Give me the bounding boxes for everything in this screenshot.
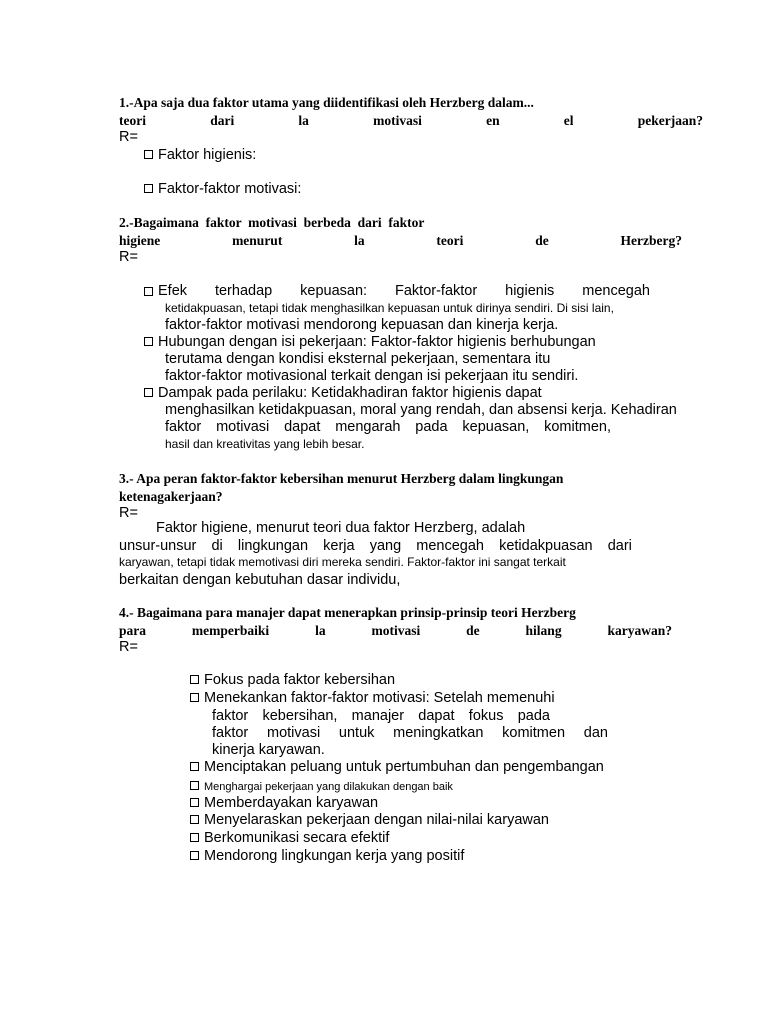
checkbox-icon [190, 781, 199, 790]
list-item-text [212, 709, 550, 724]
list-item-text: Menghargai pekerjaan yang dilakukan dengan baik [204, 781, 453, 793]
checkbox-icon [190, 762, 199, 771]
list-item-text: Menciptakan peluang untuk pertumbuhan dan pengembangan [204, 759, 604, 775]
word: teori [436, 233, 464, 248]
question-2-title: 2.-Bagaimana faktor motivasi berbeda dari faktor [119, 215, 425, 230]
list-item [144, 182, 301, 197]
checkbox-icon [144, 287, 153, 296]
list-item [190, 796, 378, 811]
checkbox-icon [190, 675, 199, 684]
checkbox-icon [144, 184, 153, 193]
word: faktor [165, 419, 202, 435]
list-item [190, 691, 555, 706]
list-item [190, 813, 549, 828]
word: untuk [338, 725, 375, 741]
list-item-text: hasil dan kreativitas yang lebih besar. [165, 437, 365, 451]
word: Efek [158, 283, 188, 299]
list-item-text: Hubungan dengan isi pekerjaan: Faktor-faktor higienis berhubungan [158, 334, 596, 350]
word: la [298, 113, 309, 128]
word: el [563, 113, 574, 128]
list-item-text: Menyelaraskan pekerjaan dengan nilai-nilai karyawan [204, 812, 549, 828]
answer-label: R= [119, 129, 138, 145]
list-item-text [165, 420, 611, 435]
question-3-title-line2: ketenagakerjaan? [119, 489, 223, 504]
checkbox-icon [190, 851, 199, 860]
list-item-text: terutama dengan kondisi eksternal pekerjaan, sementara itu [165, 351, 551, 367]
list-item-text: Faktor-faktor motivasi: [158, 181, 302, 197]
list-item-text: Fokus pada faktor kebersihan [204, 672, 396, 688]
word: dapat [284, 419, 321, 435]
word: menurut [232, 233, 283, 248]
word: kepuasan, [462, 419, 530, 435]
word: motivasi [373, 113, 422, 128]
checkbox-icon [190, 815, 199, 824]
word: motivasi [216, 419, 270, 435]
checkbox-icon [144, 150, 153, 159]
list-item-text: Menekankan faktor-faktor motivasi: Setelah memenuhi [204, 690, 555, 706]
word: kebersihan, [262, 708, 338, 724]
word: la [354, 233, 365, 248]
word: dapat [418, 708, 455, 724]
word: la [315, 623, 326, 638]
answer-label: R= [119, 639, 138, 655]
list-item-text: Berkomunikasi secara efektif [204, 830, 390, 846]
word: terhadap [214, 283, 273, 299]
word: fokus [468, 708, 504, 724]
word: para [119, 623, 146, 638]
list-item-text: Mendorong lingkungan kerja yang positif [204, 848, 465, 864]
word: pada [517, 708, 550, 724]
word: kepuasan: [300, 283, 368, 299]
word: dan [583, 725, 608, 741]
word: yang [369, 538, 402, 554]
word: karyawan? [607, 623, 672, 638]
list-item [190, 849, 464, 864]
question-2-continuation [119, 234, 682, 248]
word: teori [119, 113, 146, 128]
word: higienis [505, 283, 555, 299]
list-item-text [212, 726, 608, 741]
list-item [144, 335, 596, 350]
word: dari [210, 113, 235, 128]
word: pada [415, 419, 448, 435]
word: de [535, 233, 549, 248]
word: manajer [351, 708, 405, 724]
list-item [144, 386, 542, 401]
word: mencegah [416, 538, 484, 554]
word: mencegah [582, 283, 650, 299]
checkbox-icon [190, 833, 199, 842]
word: dari [607, 538, 632, 554]
word: unsur-unsur [119, 538, 197, 554]
answer-label: R= [119, 505, 138, 521]
answer-text: berkaitan dengan kebutuhan dasar individu, [119, 572, 401, 588]
answer-text: Faktor higiene, menurut teori dua faktor Herzberg, adalah [156, 520, 526, 536]
list-item [144, 148, 256, 163]
list-item-text: menghasilkan ketidakpuasan, moral yang rendah, dan absensi kerja. Kehadiran [165, 402, 677, 418]
list-item-text: Dampak pada perilaku: Ketidakhadiran faktor higienis dapat [158, 385, 542, 401]
word: motivasi [371, 623, 421, 638]
list-item-text: ketidakpuasan, tetapi tidak menghasilkan kepuasan untuk dirinya sendiri. Di sisi lain, [165, 301, 614, 315]
checkbox-icon [144, 337, 153, 346]
word: ketidakpuasan [499, 538, 593, 554]
word: mengarah [335, 419, 401, 435]
answer-label: R= [119, 249, 138, 265]
word: komitmen [502, 725, 566, 741]
word: Faktor-faktor [395, 283, 478, 299]
word: memperbaiki [191, 623, 270, 638]
question-1-continuation [119, 114, 703, 128]
list-item-text: kinerja karyawan. [212, 742, 325, 758]
list-item [190, 781, 453, 793]
word: di [211, 538, 223, 554]
word: higiene [119, 233, 161, 248]
word: meningkatkan [393, 725, 484, 741]
checkbox-icon [144, 388, 153, 397]
word: en [486, 113, 500, 128]
checkbox-icon [190, 798, 199, 807]
word: hilang [525, 623, 562, 638]
question-3-title: 3.- Apa peran faktor-faktor kebersihan menurut Herzberg dalam lingkungan [119, 471, 564, 486]
checkbox-icon [190, 693, 199, 702]
list-item-text: Memberdayakan karyawan [204, 795, 379, 811]
question-1-title: 1.-Apa saja dua faktor utama yang diidentifikasi oleh Herzberg dalam... [119, 95, 534, 110]
answer-text [119, 539, 632, 554]
word: kerja [323, 538, 355, 554]
word: Herzberg? [620, 233, 682, 248]
word: lingkungan [237, 538, 309, 554]
word: faktor [212, 708, 249, 724]
word: de [466, 623, 480, 638]
word: faktor [212, 725, 249, 741]
list-item [190, 831, 389, 846]
word: motivasi [267, 725, 321, 741]
question-4-continuation [119, 624, 672, 638]
list-item-text: faktor-faktor motivasional terkait dengan isi pekerjaan itu sendiri. [165, 368, 579, 384]
word: pekerjaan? [637, 113, 703, 128]
list-item-text: faktor-faktor motivasi mendorong kepuasan dan kinerja kerja. [165, 317, 559, 333]
list-item-text: Faktor higienis: [158, 147, 257, 163]
list-item [144, 284, 650, 299]
answer-text: karyawan, tetapi tidak memotivasi diri mereka sendiri. Faktor-faktor ini sangat terkait [119, 555, 566, 569]
word: komitmen, [544, 419, 611, 435]
question-4-title: 4.- Bagaimana para manajer dapat menerapkan prinsip-prinsip teori Herzberg [119, 605, 576, 620]
list-item [190, 760, 604, 775]
list-item [190, 673, 395, 688]
